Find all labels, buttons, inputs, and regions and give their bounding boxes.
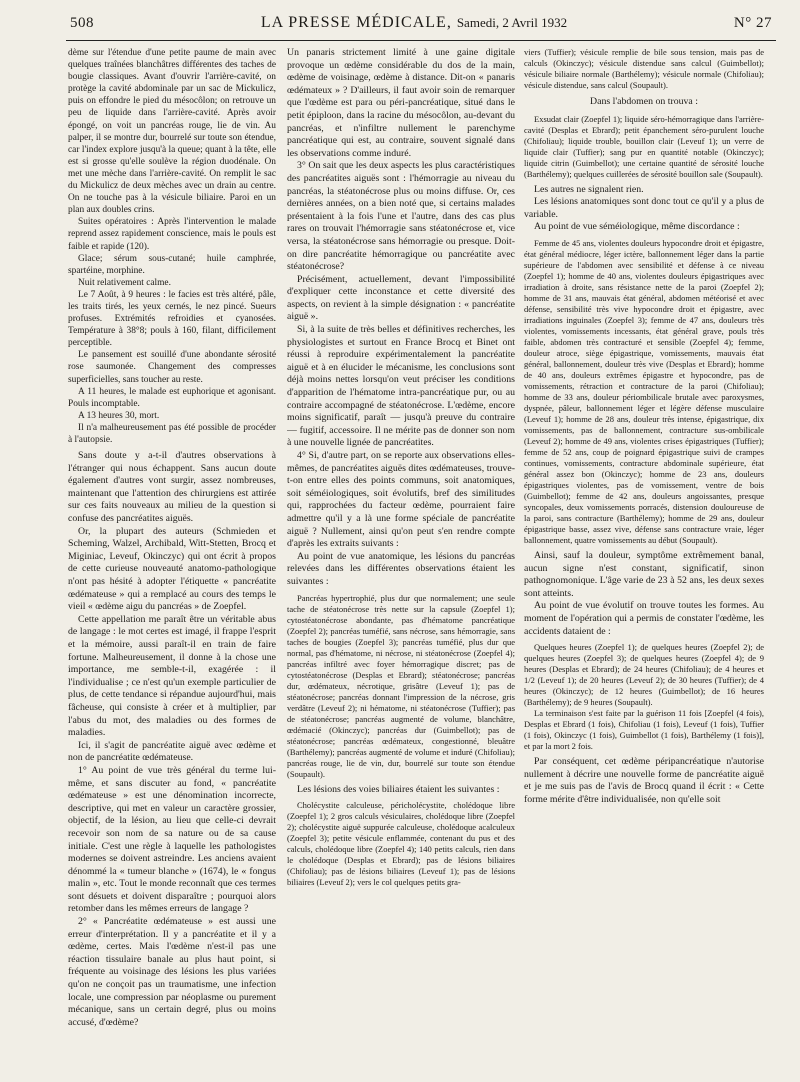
paragraph: Un panaris strictement limité à une gaine digitale provoque un œdème considérable du dos de la main, œdème de voisinage, œdème à distance. Dit-on « panaris œdémateux » ? D'ailleurs, il faut avoir soin de remarquer que l'œdème est para ou péri-pancréatique, situé dans le petit épiploon, dans la racine du mésocôlon, au-devant du pancréas, et n'infiltre nullement le parenchyme pancréatique qui est, au contraire, souvent signalé dans les observations comme induré. bbox=[287, 47, 515, 159]
paragraph: Par conséquent, cet œdème péripancréatique n'autorise nullement à décrire une nouvelle forme de pancréatite aiguë et je me suis pas de l'avis de Brocq quand il écrit : « Cette forme mérite d'être individualisée, non qu'elle soit bbox=[524, 756, 764, 805]
paragraph: Au point de vue évolutif on trouve toutes les formes. Au moment de l'opération qui a permis de constater l'œdème, les accidents dataient de : bbox=[524, 600, 764, 637]
paragraph: La terminaison s'est faite par la guérison 11 fois [Zoepfel (4 fois), Desplas et Ebrard (1 fois), Chifoliau (1 fois), Leveuf (1 fois), Tuffier (1 fois), Okinczyc (1 fois), Guimbellot (1 fois), Barthélemy (1 fois)], et par la mort 2 fois. bbox=[524, 708, 764, 752]
paragraph: Pancréas hypertrophié, plus dur que normalement; une seule tache de stéatonécrose très nette sur la capsule (Zoepfel 1); cytostéatonécrose abondante, pas d'hématome pancréatique (Zoepfel 2); pancréas tuméfié, sans nécrose, sans hémorragie, sans taches de bougies (Zoepfel 3); pancréas tuméfié, plus dur que normal, pas d'hématome, ni nécrose, ni stéatonécrose (Zoepfel 4); pancréas infiltré avec foyer hémorragique discret; pas de cytostéatonécrose (Desplas et Ebrard); stéatonécrose; pancréas dur, œdémateux, nécrotique, grisâtre (Leveuf 1); pas de stéatonécrose; pancréas donnant l'impression de la nécrose, gris verdâtre (Leveuf 2); ni hématome, ni stéatonécrose (Tuffier); pas de stéatonécrose; pancréas augmenté de volume, blanchâtre, œdémacié (Okinczyc); pancréas dur (Guimbellot); pas de stéatonécrose; pancréas œdémateux, congestionné, bleuâtre (Barthélemy); pancréas augmenté de volume et induré (Chifoliau); pancréas rouge, lie de vin, dur, bourrelé sur toute son étendue (Soupault). bbox=[287, 592, 515, 779]
paragraph: Ici, il s'agit de pancréatite aiguë avec œdème et non de pancréatite œdémateuse. bbox=[68, 739, 276, 764]
paragraph: Sans doute y a-t-il d'autres observations à l'étranger qui nous échappent. Sans aucun doute également d'autres vont surgir, assez nombreuses, maintenant que l'attention des chirurgiens est attirée sur ces faits nouveaux au milieu de la question si confuse des pancréatites aiguës. bbox=[68, 450, 276, 525]
paragraph: 1° Au point de vue très général du terme lui-même, et sans discuter au fond, « pancréatite œdémateuse » est une dénomination incorrecte, descriptive, qui met en valeur un caractère grossier, objectif, de la lésion, au lieu que celle-ci devrait recevoir son nom de sa nature ou de sa cause initiale. C'est une règle à laquelle les pathologistes modernes se doivent astreindre. Les anciens avaient dénommé la « tumeur blanche » (1674), le « fongus malin », etc. Tout le monde reconnaît que ces termes sont désuets et doivent disparaître ; pourquoi alors retomber dans les mêmes erreurs de langage ? bbox=[68, 764, 276, 915]
page-header bbox=[70, 14, 772, 36]
paragraph: A 13 heures 30, mort. bbox=[78, 410, 160, 421]
paragraph: Quelques heures (Zoepfel 1); de quelques heures (Zoepfel 2); de quelques heures (Zoepfel 3); de quelques heures (Zoepfel 4); de 9 heures (Desplas et Ebrard); de 24 heures (Chifoliau); de 4 heures et 1/2 (Leveuf 1); de 20 heures (Leveuf 2); de 30 heures (Tuffier); de 4 heures (Okinczyc); de 12 heures (Guimbellot); de 16 heures (Barthélemy); de 9 heures (Soupault). bbox=[524, 642, 764, 708]
paragraph: viers (Tuffier); vésicule remplie de bile sous tension, mais pas de calculs (Okinczyc); vésicule distendue sans calcul (Guimbellot); vésicule biliaire normale (Barthélemy); vésicule normale (Chifoliau); vésicule distendue, sans calcul (Soupault). bbox=[524, 47, 764, 90]
paragraph: Suites opératoires : Après l'intervention le malade reprend assez rapidement conscience, mais le pouls est faible et rapide (120). bbox=[68, 217, 276, 252]
text-column-1 bbox=[68, 47, 276, 1072]
paragraph: A 11 heures, le malade est euphorique et agonisant. Pouls incomptable. bbox=[68, 386, 276, 409]
text-column-2 bbox=[287, 47, 515, 1072]
paragraph: Cette appellation me paraît être un véritable abus de langage : le mot certes est imagé, il frappe l'esprit et la mémoire, aussi paraît-il en train de faire fortune. Malheureusement, il donne à la chose une importance, me semble-t-il, exagérée : il l'individualise ; ce n'est qu'un exemple particulier de plus, de cette tendance si répandue aujourd'hui, mais fâcheuse, qui consiste à créer et à multiplier, par l'abus du mot, des maladies ou des formes de maladies. bbox=[68, 613, 276, 739]
issue-date: Samedi, 2 Avril 1932 bbox=[456, 15, 568, 30]
paragraph: Dans l'abdomen on trouva : bbox=[590, 96, 698, 107]
paragraph: Nuit relativement calme. bbox=[78, 277, 171, 288]
paragraph: Or, la plupart des auteurs (Schmieden et Scheming, Walzel, Archibald, Witt-Stetten, Brocq et Miginiac, Leveuf, Okinczyc) qui ont écrit à propos de cette curieuse nouveauté anatomo-pathologique n'ont pas hésité à adopter l'étiquette « pancréatite œdémateuse » qui a remplacé au cours des temps le vieil « œdème aigu du pancréas » de Zoepfel. bbox=[68, 525, 276, 613]
paragraph: Ainsi, sauf la douleur, symptôme extrêmement banal, aucun signe n'est constant, significatif, sinon pathognomonique. L'âge varie de 23 à 52 ans, les deux sexes sont atteints. bbox=[524, 549, 764, 599]
paragraph: 3° On sait que les deux aspects les plus caractéristiques des pancréatites aiguës sont : l'hémorragie au niveau du pancréas, la stéatonécrose plus ou moins diffuse. Or, ces dernières années, on a bien noté que, si certains malades présentaient à la fois l'une et l'autre, dans des cas plus rares on trouvait l'hémorragie sans stéatonécrose et, vice versa, la stéatonécrose sans hémorragie ou presque. Doit-on dire pancréatite hémorragique ou pancréatite avec stéatonécrose? bbox=[287, 160, 515, 273]
paragraph: Cholécystite calculeuse, péricholécystite, cholédoque libre (Zoepfel 1); 2 gros calculs vésiculaires, cholédoque libre (Zoepfel 2); cholécystite aiguë suppurée calculeuse, cholédoque acalculeux (Zoepfel 3); petite vésicule enflammée, contenant du pus et des calculs, cholédoque libre (Zoepfel 4); 140 petits calculs, rien dans le cholédoque (Desplas et Ebrard); pas de lésions biliaires (Chifoliau); pas de lésions biliaires (Leveuf 1); pas de lésions biliaires (Leveuf 2); vers le col quelques petits gra- bbox=[287, 800, 515, 888]
paragraph: Le pansement est souillé d'une abondante sérosité rose saumonée. Changement des compresses superficielles, sans toucher au reste. bbox=[68, 350, 276, 385]
paragraph: Les autres ne signalent rien. bbox=[534, 183, 644, 195]
paragraph: Il n'a malheureusement pas été possible de procéder à l'autopsie. bbox=[68, 422, 276, 445]
paragraph: dème sur l'étendue d'une petite paume de main avec quelques traînées blanchâtres différentes des taches de bougie classiques. Avant d'ouvrir l'arrière-cavité, on protège la cavité abdominale par un sac de Mickulicz, puis on effondre le pied du mésocôlon; on retrouve un peu de liquide dans l'arrière-cavité. Après avoir épongé, on voit un pancréas rouge, lie de vin. Au palper, il se montre dur, bourrelé sur toute son étendue, car l'index explore jusqu'à la queue; quant à la tête, elle est si grosse qu'elle soulève la région duodénale. On met une mèche dans l'arrière-cavité. On remplit le sac du Mickulicz de deux mèches avec un drain au centre. On ne touche pas à la vésicule biliaire. Paroi en un plan aux doubles crins. bbox=[68, 48, 276, 216]
paragraph: Glace; sérum sous-cutané; huile camphrée, spartéine, morphine. bbox=[68, 253, 276, 276]
paragraph: Le 7 Août, à 9 heures : le facies est très altéré, pâle, les traits tirés, les yeux cernés, le nez pincé. Sueurs profuses. Extrémités refroidies et cyanosées. Température à 38°8; pouls à 160, filant, difficilement perceptible. bbox=[68, 289, 276, 349]
issue-number: N° 27 bbox=[733, 15, 772, 31]
header-rule bbox=[66, 40, 776, 41]
journal-title: LA PRESSE MÉDICALE, bbox=[260, 14, 452, 31]
paragraph: Femme de 45 ans, violentes douleurs hypocondre droit et épigastre, état général médiocre, léger ictère, ballonnement léger dans la partie supérieure de l'abdomen avec sensibilité et défense à ce niveau (Zoepfel 1); homme de 40 ans, violentes douleurs épigastriques avec irradiation à droite, sans résistance nette de la paroi (Zoepfel 2); homme de 31 ans, mauvais état général, abdomen météorisé et avec défense, sensibilité très vive hypocondre droit et épigastre, avec irradiations inguinales (Zoepfel 3); femme de 47 ans, douleurs très violentes, vomissements incessants, état général grave, pouls très faible, abdomen très contracturé et sensible (Zoepfel 4); femme, douleur atroce, siège épigastrique, vomissements, mauvais état général, ballonnement, douleur très vive (Desplas et Ebrard); homme de 40 ans, douleurs extrêmes épigastre et hypocondre, pas de vomissements, rétraction et contracture de la paroi (Chifoliau); homme de 33 ans, douleur périombilicale brutale avec paroxysmes, dyspnée, pâleur, ballonnement léger et légère défense musculaire (Leveuf 1); homme de 28 ans, douleur très intense, épigastrique, dix vomissements, pas de ballonnement, contracture sus-ombilicale (Leveuf 2); homme de 49 ans, violentes crises épigastriques (Tuffier); femme de 52 ans, coup de poignard épigastrique suivi de crampes continues, vomissements, contracture abdominale supérieure, état général assez bon (Okinczyc); homme de 23 ans, douleurs épigastriques violentes, pas de vomissement, ventre de bois (Guimbellot); femme de 42 ans, douleurs angoissantes, presque syncopales, deux vomissements porracés, distension douloureuse de la paroi, sans contracture (Barthélemy); homme de 29 ans, douleur épigastrique basse, assez vive, défense sans contracture vraie, léger ballonnement, quatre vomissements au début (Soupault). bbox=[524, 237, 764, 545]
paragraph: Les lésions des voies biliaires étaient les suivantes : bbox=[297, 783, 500, 795]
paragraph: Les lésions anatomiques sont donc tout ce qu'il y a plus de variable. bbox=[524, 196, 764, 220]
paragraph: 4° Si, d'autre part, on se reporte aux observations elles-mêmes, de pancréatites aiguës dites œdémateuses, trouve-t-on entre elles des points communs, soit anatomiques, soit séméiologiques, soit évolutifs, bref des similitudes qui, rapprochées du facteur œdème, pourraient faire admettre qu'il y a là une forme spéciale de pancréatite aiguë ? Nullement, ainsi qu'on peut s'en rendre compte d'après les extraits suivants : bbox=[287, 450, 515, 550]
page-number: 508 bbox=[70, 15, 94, 31]
journal-title-line bbox=[261, 14, 567, 32]
paragraph: Précisément, actuellement, devant l'impossibilité d'expliquer cette inconstance et cette diversité des aspects, on revient à la simple désignation : « pancréatite aiguë ». bbox=[287, 273, 515, 323]
paragraph: Au point de vue anatomique, les lésions du pancréas relevées dans les différentes observations étaient les suivantes : bbox=[287, 550, 515, 587]
paragraph: Si, à la suite de très belles et définitives recherches, les physiologistes et surtout en France Brocq et Binet ont réussi à reproduire expérimentalement la pancréatite aiguë et à en élucider le mécanisme, les conclusions sont déjà moins nettes lorsqu'on veut préciser les conditions d'apparition de l'hématome intra-pancréatique pur, ou au contraire accompagné de stéatonécrose. L'œdème, encore moins significatif, paraît — jusqu'à preuve du contraire — fugitif, accessoire. Il ne mérite pas de donner son nom à une nouvelle lignée de pancréatites. bbox=[287, 324, 515, 449]
paragraph: Au point de vue séméiologique, même discordance : bbox=[534, 221, 740, 233]
text-column-3 bbox=[524, 47, 764, 1072]
paragraph: Exsudat clair (Zoepfel 1); liquide séro-hémorragique dans l'arrière-cavité (Desplas et Ebrard); petit épanchement séro-purulent louche (Chifoliau); liquide trouble, bouillon clair (Leveuf 1); un verre de liquide clair (Tuffier); sang pur en quantité notable (Okinczyc); liquide citrin (Guimbellot); une certaine quantité de sérosité louche (Barthélemy); quelques cuillerées de sérosité bouillon sale (Soupault). bbox=[524, 113, 764, 179]
paragraph: 2° « Pancréatite œdémateuse » est aussi une erreur d'interprétation. Il y a pancréatite et il y a œdème, certes. Mais l'œdème n'est-il pas une réaction tissulaire banale au plus haut point, si fréquente au voisinage des lésions les plus variées qu'on ne conçoit pas un traumatisme, une infection locale, une compression par néoplasme ou purement mécanique, sans un certain degré, plus ou moins accusé, d'œdème? bbox=[68, 916, 276, 1028]
